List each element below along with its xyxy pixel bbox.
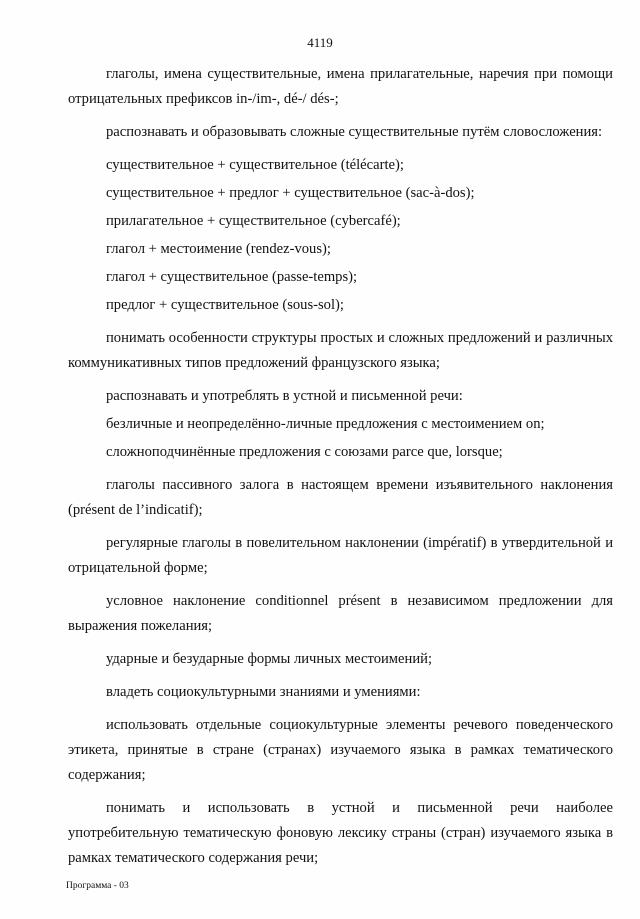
list-item: глагол + существительное (passe-temps); xyxy=(106,269,358,285)
list-item: существительное + предлог + существительное (sac-à-dos); xyxy=(106,185,475,201)
footer-label: Программа - 03 xyxy=(66,881,129,891)
list-item: прилагательное + существительное (cybercafé); xyxy=(106,213,401,229)
document-body xyxy=(68,62,613,879)
list-item: ударные и безударные формы личных местоимений; xyxy=(106,651,432,667)
paragraph: распознавать и образовывать сложные существительные путём словосложения: xyxy=(106,124,603,140)
paragraph: глаголы, имена существительные, имена прилагательные, наречия при помощи отрицательных префиксов in-/im-, dé-/ dés-; xyxy=(68,66,613,107)
list-item: безличные и неопределённо-личные предложения с местоимением on; xyxy=(106,416,545,432)
paragraph: понимать и использовать в устной и письменной речи наиболее употребительную тематическую фоновую лексику страны (стран) изучаемого языка в рамках тематического содержания речи; xyxy=(68,800,613,866)
paragraph: использовать отдельные социокультурные элементы речевого поведенческого этикета, принятые в стране (странах) изучаемого языка в рамках тематического содержания; xyxy=(68,717,613,783)
list-item: сложноподчинённые предложения с союзами parce que, lorsque; xyxy=(106,444,503,460)
list-item: существительное + существительное (télécarte); xyxy=(106,157,404,173)
list-item: глагол + местоимение (rendez-vous); xyxy=(106,241,331,257)
list-item: глаголы пассивного залога в настоящем времени изъявительного наклонения (présent de l’indicatif); xyxy=(68,477,613,518)
paragraph: распознавать и употреблять в устной и письменной речи: xyxy=(106,388,463,404)
paragraph: понимать особенности структуры простых и сложных предложений и различных коммуникативных типов предложений французского языка; xyxy=(68,330,613,371)
list-item: условное наклонение conditionnel présent в независимом предложении для выражения пожелания; xyxy=(68,593,613,634)
list-item: регулярные глаголы в повелительном наклонении (impératif) в утвердительной и отрицательной форме; xyxy=(68,535,613,576)
paragraph: владеть социокультурными знаниями и умениями: xyxy=(106,684,421,700)
page-number: 4119 xyxy=(307,35,333,50)
list-item: предлог + существительное (sous-sol); xyxy=(106,297,344,313)
